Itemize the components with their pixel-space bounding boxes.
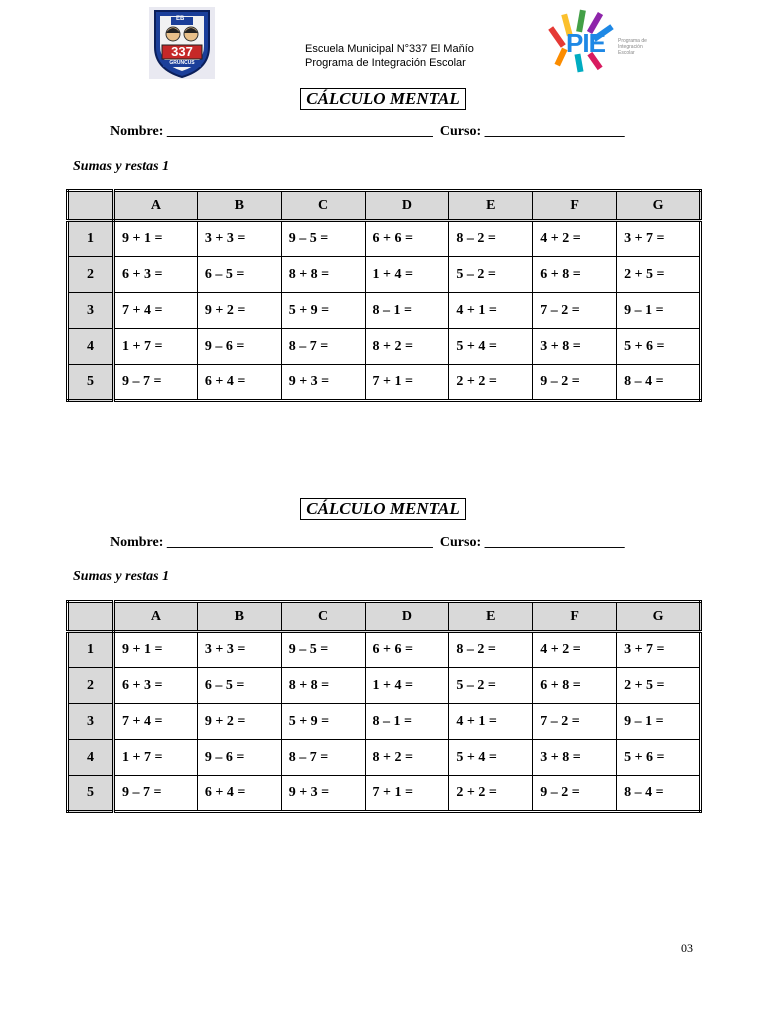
table-row: [68, 221, 701, 257]
row-header: 3: [68, 293, 114, 329]
exercise-cell[interactable]: 8 – 2 =: [449, 221, 533, 257]
math-table: [66, 189, 702, 402]
row-header: 5: [68, 365, 114, 401]
table-row: [68, 293, 701, 329]
exercise-cell[interactable]: 9 + 3 =: [281, 776, 365, 812]
exercise-cell[interactable]: 6 + 6 =: [365, 632, 449, 668]
exercise-cell[interactable]: 8 – 1 =: [365, 293, 449, 329]
exercise-cell[interactable]: 8 – 7 =: [281, 740, 365, 776]
exercise-cell[interactable]: 2 + 2 =: [449, 776, 533, 812]
exercise-cell[interactable]: 3 + 8 =: [533, 740, 617, 776]
exercise-cell[interactable]: 6 + 4 =: [197, 776, 281, 812]
exercise-cell[interactable]: 2 + 2 =: [449, 365, 533, 401]
exercise-cell[interactable]: 6 – 5 =: [197, 257, 281, 293]
exercise-cell[interactable]: 1 + 7 =: [114, 740, 198, 776]
exercise-cell[interactable]: 4 + 2 =: [533, 221, 617, 257]
exercise-cell[interactable]: 6 – 5 =: [197, 668, 281, 704]
exercise-cell[interactable]: 9 – 7 =: [114, 776, 198, 812]
row-header: 2: [68, 257, 114, 293]
curso-field-label: Curso: ____________________: [439, 124, 625, 139]
exercise-cell[interactable]: 6 + 3 =: [114, 668, 198, 704]
exercise-cell[interactable]: 9 – 1 =: [617, 293, 701, 329]
exercise-cell[interactable]: 9 – 2 =: [533, 776, 617, 812]
exercise-cell[interactable]: 7 + 4 =: [114, 704, 198, 740]
pie-tagline: Programa de Integración Escolar: [618, 38, 647, 56]
exercise-cell[interactable]: 8 – 4 =: [617, 776, 701, 812]
table-row: [68, 365, 701, 401]
exercise-cell[interactable]: 8 + 2 =: [365, 740, 449, 776]
column-header: A: [114, 602, 198, 632]
exercise-cell[interactable]: 8 – 7 =: [281, 329, 365, 365]
school-name: Escuela Municipal N°337 El Maňío: [305, 43, 474, 55]
exercise-cell[interactable]: 3 + 7 =: [617, 221, 701, 257]
exercise-cell[interactable]: 4 + 1 =: [449, 704, 533, 740]
exercise-cell[interactable]: 4 + 2 =: [533, 632, 617, 668]
exercise-cell[interactable]: 6 + 8 =: [533, 668, 617, 704]
exercise-cell[interactable]: 5 – 2 =: [449, 668, 533, 704]
exercise-cell[interactable]: 9 + 3 =: [281, 365, 365, 401]
pie-brand-text: PIE: [566, 28, 605, 58]
exercise-cell[interactable]: 9 – 7 =: [114, 365, 198, 401]
row-header: 1: [68, 632, 114, 668]
exercise-cell[interactable]: 3 + 8 =: [533, 329, 617, 365]
school-crest-logo: [149, 7, 215, 79]
exercise-cell[interactable]: 5 + 6 =: [617, 329, 701, 365]
column-header: E: [449, 602, 533, 632]
exercise-cell[interactable]: 8 + 8 =: [281, 257, 365, 293]
table-row: [68, 257, 701, 293]
worksheet-title: CÁLCULO MENTAL: [300, 498, 466, 520]
curso-field-label: Curso: ____________________: [439, 535, 625, 550]
column-header: G: [617, 191, 701, 221]
exercise-cell[interactable]: 7 + 1 =: [365, 776, 449, 812]
column-header: B: [197, 191, 281, 221]
exercise-cell[interactable]: 9 – 6 =: [197, 329, 281, 365]
column-header: C: [281, 191, 365, 221]
page-number: 03: [681, 941, 693, 955]
column-header: E: [449, 191, 533, 221]
exercise-cell[interactable]: 2 + 5 =: [617, 257, 701, 293]
exercise-cell[interactable]: 8 – 1 =: [365, 704, 449, 740]
exercise-cell[interactable]: 6 + 3 =: [114, 257, 198, 293]
exercise-cell[interactable]: 9 + 1 =: [114, 221, 198, 257]
row-header: 4: [68, 740, 114, 776]
exercise-cell[interactable]: 5 + 9 =: [281, 704, 365, 740]
math-table: [66, 600, 702, 813]
table-corner-cell: [68, 191, 114, 221]
exercise-cell[interactable]: 6 + 6 =: [365, 221, 449, 257]
crest-top-text: EB: [176, 16, 185, 22]
exercise-cell[interactable]: 5 + 4 =: [449, 329, 533, 365]
exercise-cell[interactable]: 9 + 2 =: [197, 293, 281, 329]
table-row: [68, 632, 701, 668]
program-name: Programa de Integración Escolar: [305, 56, 466, 69]
school-info: [305, 43, 474, 70]
row-header: 5: [68, 776, 114, 812]
exercise-cell[interactable]: 7 + 4 =: [114, 293, 198, 329]
exercise-cell[interactable]: 9 – 5 =: [281, 632, 365, 668]
column-header: F: [533, 191, 617, 221]
nombre-field-label: Nombre: ______________________________________: [110, 124, 433, 139]
name-course-line: [110, 535, 625, 551]
crest-bottom-text: GRUNCUS: [169, 60, 195, 66]
worksheet-subtitle: Sumas y restas 1: [73, 159, 170, 174]
column-header: D: [365, 602, 449, 632]
exercise-cell[interactable]: 9 – 5 =: [281, 221, 365, 257]
row-header: 2: [68, 668, 114, 704]
column-header: B: [197, 602, 281, 632]
exercise-cell[interactable]: 5 + 6 =: [617, 740, 701, 776]
row-header: 3: [68, 704, 114, 740]
exercise-cell[interactable]: 8 + 8 =: [281, 668, 365, 704]
row-header: 1: [68, 221, 114, 257]
exercise-cell[interactable]: 2 + 5 =: [617, 668, 701, 704]
exercise-cell[interactable]: 7 – 2 =: [533, 293, 617, 329]
exercise-cell[interactable]: 9 + 2 =: [197, 704, 281, 740]
exercise-cell[interactable]: 1 + 7 =: [114, 329, 198, 365]
exercise-cell[interactable]: 5 + 9 =: [281, 293, 365, 329]
table-row: [68, 740, 701, 776]
exercise-cell[interactable]: 9 + 1 =: [114, 632, 198, 668]
exercise-cell[interactable]: 7 – 2 =: [533, 704, 617, 740]
table-row: [68, 704, 701, 740]
worksheet-title: CÁLCULO MENTAL: [300, 88, 466, 110]
exercise-cell[interactable]: 6 + 8 =: [533, 257, 617, 293]
worksheet-subtitle: Sumas y restas 1: [73, 569, 170, 584]
column-header: G: [617, 602, 701, 632]
column-header: D: [365, 191, 449, 221]
column-header: C: [281, 602, 365, 632]
nombre-field-label: Nombre: ______________________________________: [110, 535, 433, 550]
exercise-cell[interactable]: 1 + 4 =: [365, 257, 449, 293]
exercise-cell[interactable]: 3 + 3 =: [197, 632, 281, 668]
exercise-cell[interactable]: 9 – 1 =: [617, 704, 701, 740]
table-corner-cell: [68, 602, 114, 632]
exercise-cell[interactable]: 6 + 4 =: [197, 365, 281, 401]
column-header: F: [533, 602, 617, 632]
exercise-cell[interactable]: 8 + 2 =: [365, 329, 449, 365]
table-row: [68, 329, 701, 365]
table-row: [68, 668, 701, 704]
row-header: 4: [68, 329, 114, 365]
column-header: A: [114, 191, 198, 221]
exercise-cell[interactable]: 1 + 4 =: [365, 668, 449, 704]
exercise-cell[interactable]: 3 + 7 =: [617, 632, 701, 668]
exercise-cell[interactable]: 7 + 1 =: [365, 365, 449, 401]
table-row: [68, 776, 701, 812]
exercise-cell[interactable]: 8 – 4 =: [617, 365, 701, 401]
exercise-cell[interactable]: 9 – 6 =: [197, 740, 281, 776]
pie-program-logo: [548, 8, 658, 74]
exercise-cell[interactable]: 5 + 4 =: [449, 740, 533, 776]
exercise-cell[interactable]: 9 – 2 =: [533, 365, 617, 401]
exercise-cell[interactable]: 4 + 1 =: [449, 293, 533, 329]
exercise-cell[interactable]: 5 – 2 =: [449, 257, 533, 293]
exercise-cell[interactable]: 8 – 2 =: [449, 632, 533, 668]
exercise-cell[interactable]: 3 + 3 =: [197, 221, 281, 257]
crest-badge-number: 337: [171, 44, 193, 59]
name-course-line: [110, 124, 625, 140]
